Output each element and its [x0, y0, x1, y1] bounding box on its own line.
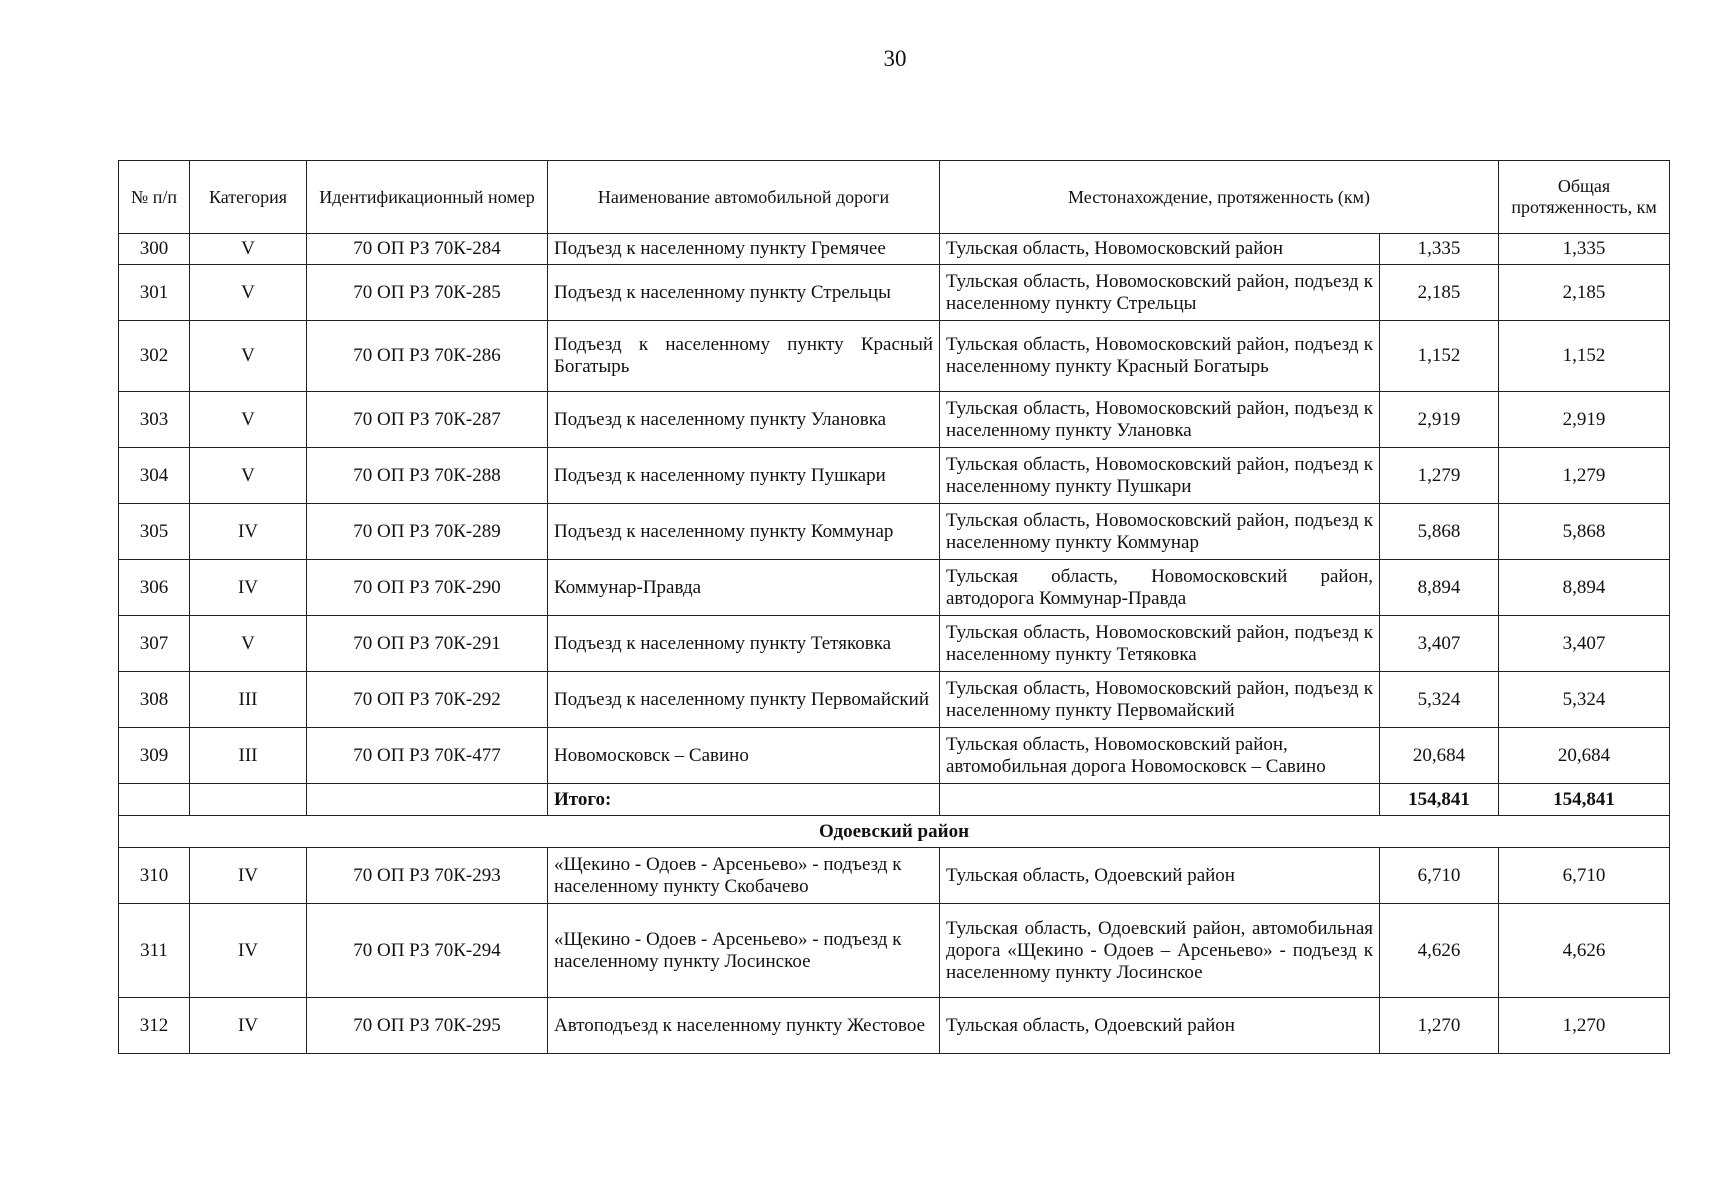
- row-num: 301: [119, 265, 190, 321]
- row-total: 4,626: [1499, 904, 1670, 998]
- row-category: IV: [190, 848, 307, 904]
- row-length: 3,407: [1380, 616, 1499, 672]
- row-length: 1,270: [1380, 998, 1499, 1054]
- row-total: 1,279: [1499, 448, 1670, 504]
- row-category: V: [190, 448, 307, 504]
- row-total: 3,407: [1499, 616, 1670, 672]
- row-category: III: [190, 672, 307, 728]
- row-total: 5,324: [1499, 672, 1670, 728]
- row-num: 306: [119, 560, 190, 616]
- row-name: Подъезд к населенному пункту Тетяковка: [548, 616, 940, 672]
- table-header: [119, 161, 1670, 234]
- section-title: Одоевский район: [119, 816, 1670, 848]
- row-num: 303: [119, 392, 190, 448]
- row-category: IV: [190, 904, 307, 998]
- row-id: 70 ОП РЗ 70К-289: [307, 504, 548, 560]
- row-num: 309: [119, 728, 190, 784]
- table-row: [119, 848, 1670, 904]
- row-id: 70 ОП РЗ 70К-286: [307, 321, 548, 392]
- row-location: Тульская область, Новомосковский район, подъезд к населенному пункту Стрельцы: [940, 265, 1380, 321]
- row-category: V: [190, 321, 307, 392]
- table-row: [119, 904, 1670, 998]
- subtotal-empty: [119, 784, 190, 816]
- row-num: 308: [119, 672, 190, 728]
- row-total: 20,684: [1499, 728, 1670, 784]
- table-row: [119, 265, 1670, 321]
- row-num: 300: [119, 234, 190, 265]
- row-location: Тульская область, Новомосковский район: [940, 234, 1380, 265]
- row-location: Тульская область, Новомосковский район, подъезд к населенному пункту Тетяковка: [940, 616, 1380, 672]
- row-name: Новомосковск – Савино: [548, 728, 940, 784]
- table-row: [119, 504, 1670, 560]
- table-row: [119, 234, 1670, 265]
- row-total: 5,868: [1499, 504, 1670, 560]
- header-category: Категория: [190, 161, 307, 234]
- row-category: IV: [190, 998, 307, 1054]
- row-num: 302: [119, 321, 190, 392]
- table-row: [119, 998, 1670, 1054]
- row-num: 311: [119, 904, 190, 998]
- row-location: Тульская область, Одоевский район: [940, 998, 1380, 1054]
- header-total: Общая протяженность, км: [1499, 161, 1670, 234]
- row-length: 1,335: [1380, 234, 1499, 265]
- row-location: Тульская область, Одоевский район: [940, 848, 1380, 904]
- row-id: 70 ОП РЗ 70К-292: [307, 672, 548, 728]
- header-id: Идентификационный номер: [307, 161, 548, 234]
- table-row: [119, 321, 1670, 392]
- row-name: Подъезд к населенному пункту Пушкари: [548, 448, 940, 504]
- row-name: Автоподъезд к населенному пункту Жестовое: [548, 998, 940, 1054]
- row-length: 5,868: [1380, 504, 1499, 560]
- row-total: 1,335: [1499, 234, 1670, 265]
- row-name: Подъезд к населенному пункту Первомайский: [548, 672, 940, 728]
- row-name: Подъезд к населенному пункту Красный Богатырь: [548, 321, 940, 392]
- row-location: Тульская область, Новомосковский район, подъезд к населенному пункту Улановка: [940, 392, 1380, 448]
- subtotal-label: Итого:: [548, 784, 940, 816]
- row-category: V: [190, 616, 307, 672]
- table-row: [119, 672, 1670, 728]
- row-location: Тульская область, Новомосковский район, подъезд к населенному пункту Коммунар: [940, 504, 1380, 560]
- row-num: 304: [119, 448, 190, 504]
- header-location: Местонахождение, протяженность (км): [940, 161, 1499, 234]
- section-row: [119, 816, 1670, 848]
- row-total: 2,919: [1499, 392, 1670, 448]
- row-id: 70 ОП РЗ 70К-287: [307, 392, 548, 448]
- row-length: 2,919: [1380, 392, 1499, 448]
- page-number: 30: [883, 46, 907, 71]
- subtotal-empty: [190, 784, 307, 816]
- row-total: 1,270: [1499, 998, 1670, 1054]
- row-length: 5,324: [1380, 672, 1499, 728]
- row-length: 2,185: [1380, 265, 1499, 321]
- row-total: 2,185: [1499, 265, 1670, 321]
- row-id: 70 ОП РЗ 70К-291: [307, 616, 548, 672]
- subtotal-total: 154,841: [1499, 784, 1670, 816]
- row-num: 310: [119, 848, 190, 904]
- subtotal-empty: [307, 784, 548, 816]
- row-category: V: [190, 265, 307, 321]
- row-length: 4,626: [1380, 904, 1499, 998]
- row-id: 70 ОП РЗ 70К-477: [307, 728, 548, 784]
- row-name: Коммунар-Правда: [548, 560, 940, 616]
- row-name: «Щекино - Одоев - Арсеньево» - подъезд к населенному пункту Скобачево: [548, 848, 940, 904]
- table-row: [119, 616, 1670, 672]
- subtotal-length: 154,841: [1380, 784, 1499, 816]
- row-name: «Щекино - Одоев - Арсеньево» - подъезд к населенному пункту Лосинское: [548, 904, 940, 998]
- row-name: Подъезд к населенному пункту Гремячее: [548, 234, 940, 265]
- row-id: 70 ОП РЗ 70К-294: [307, 904, 548, 998]
- row-num: 307: [119, 616, 190, 672]
- row-category: V: [190, 234, 307, 265]
- table-row: [119, 560, 1670, 616]
- row-location: Тульская область, Новомосковский район, подъезд к населенному пункту Первомайский: [940, 672, 1380, 728]
- row-id: 70 ОП РЗ 70К-284: [307, 234, 548, 265]
- row-category: III: [190, 728, 307, 784]
- row-location: Тульская область, Одоевский район, автомобильная дорога «Щекино - Одоев – Арсеньево» - подъезд к населенному пункту Лосинское: [940, 904, 1380, 998]
- roads-table: [118, 160, 1670, 1054]
- row-category: IV: [190, 560, 307, 616]
- row-location: Тульская область, Новомосковский район, автомобильная дорога Новомосковск – Савино: [940, 728, 1380, 784]
- row-category: IV: [190, 504, 307, 560]
- table-row: [119, 392, 1670, 448]
- row-total: 8,894: [1499, 560, 1670, 616]
- row-length: 1,152: [1380, 321, 1499, 392]
- row-location: Тульская область, Новомосковский район, автодорога Коммунар-Правда: [940, 560, 1380, 616]
- row-total: 1,152: [1499, 321, 1670, 392]
- row-id: 70 ОП РЗ 70К-293: [307, 848, 548, 904]
- row-location: Тульская область, Новомосковский район, подъезд к населенному пункту Красный Богатырь: [940, 321, 1380, 392]
- row-id: 70 ОП РЗ 70К-285: [307, 265, 548, 321]
- subtotal-empty: [940, 784, 1380, 816]
- row-length: 6,710: [1380, 848, 1499, 904]
- subtotal-row: [119, 784, 1670, 816]
- row-length: 20,684: [1380, 728, 1499, 784]
- row-name: Подъезд к населенному пункту Коммунар: [548, 504, 940, 560]
- row-category: V: [190, 392, 307, 448]
- row-num: 312: [119, 998, 190, 1054]
- header-num: № п/п: [119, 161, 190, 234]
- header-name: Наименование автомобильной дороги: [548, 161, 940, 234]
- row-id: 70 ОП РЗ 70К-290: [307, 560, 548, 616]
- table-row: [119, 448, 1670, 504]
- table-row: [119, 728, 1670, 784]
- row-id: 70 ОП РЗ 70К-288: [307, 448, 548, 504]
- row-length: 1,279: [1380, 448, 1499, 504]
- row-num: 305: [119, 504, 190, 560]
- row-name: Подъезд к населенному пункту Улановка: [548, 392, 940, 448]
- row-name: Подъезд к населенному пункту Стрельцы: [548, 265, 940, 321]
- row-total: 6,710: [1499, 848, 1670, 904]
- row-id: 70 ОП РЗ 70К-295: [307, 998, 548, 1054]
- row-location: Тульская область, Новомосковский район, подъезд к населенному пункту Пушкари: [940, 448, 1380, 504]
- row-length: 8,894: [1380, 560, 1499, 616]
